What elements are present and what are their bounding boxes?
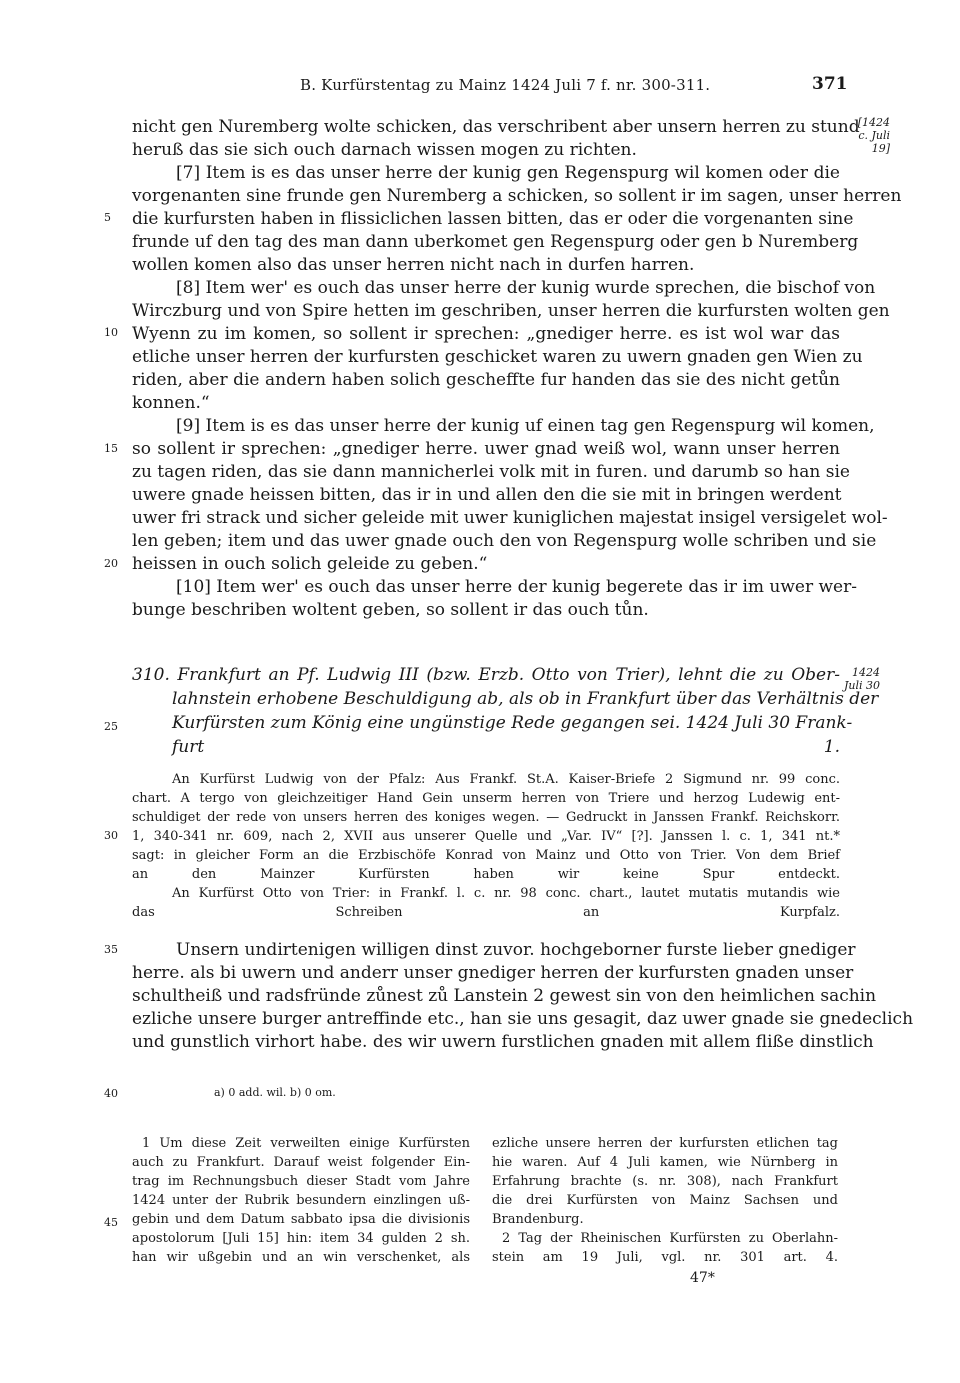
margin-date-line: Juli 30	[844, 679, 881, 692]
body-line: und gunstlich virhort habe. des wir uwern furstlichen gnaden mit allem fliße dinstlich	[132, 1032, 874, 1052]
line-number: 10	[104, 326, 118, 339]
critical-apparatus: a) 0 add. wil. b) 0 om.	[214, 1086, 336, 1099]
body-line: vorgenanten sine frunde gen Nuremberg a schicken, so sollent ir im sagen, unser herren	[132, 186, 902, 206]
source-note-line: An Kurfürst Ludwig von der Pfalz: Aus Frankf. St.A. Kaiser-Briefe 2 Sigmund nr. 99 conc.	[172, 772, 840, 787]
line-number: 40	[104, 1087, 118, 1100]
line-number: 25	[104, 720, 118, 733]
footnote-line: trag im Rechnungsbuch dieser Stadt vom Jahre	[132, 1174, 470, 1189]
footnote-line: han wir ußgebin und an win verschenket, als	[132, 1250, 470, 1265]
body-line: die kurfursten haben in flissiclichen lassen bitten, das er oder die vorgenanten sine	[132, 209, 854, 229]
footnote-line: apostolorum [Juli 15] hin: item 34 gulden 2 sh.	[132, 1231, 470, 1246]
footnote-line: gebin und dem Datum sabbato ipsa die divisionis	[132, 1212, 470, 1227]
body-line: len geben; item und das uwer gnade ouch den von Regenspurg wolle schriben und sie	[132, 531, 877, 551]
body-line: [8] Item wer' es ouch das unser herre der kunig wurde sprechen, die bischof von	[176, 278, 876, 298]
source-note-line: an den Mainzer Kurfürsten haben wir keine Spur entdeckt.	[132, 867, 840, 882]
source-note-line: sagt: in gleicher Form an die Erzbischöfe Konrad von Mainz und Otto von Trier. Von dem Brief	[132, 848, 840, 863]
footnote-line: 1 Um diese Zeit verweilten einige Kurfürsten	[142, 1136, 470, 1151]
footnote-line: die drei Kurfürsten von Mainz Sachsen und	[492, 1193, 838, 1208]
body-line: herre. als bi uwern und anderr unser gnediger herren der kurfursten gnaden unser	[132, 963, 854, 983]
body-line: zu tagen riden, das sie dann mannicherlei volk mit in furen. und darumb so han sie	[132, 462, 850, 482]
body-line: heissen in ouch solich geleide zu geben.“	[132, 554, 488, 574]
footnote-line: auch zu Frankfurt. Darauf weist folgender Ein-	[132, 1155, 470, 1170]
footnote-line: 2 Tag der Rheinischen Kurfürsten zu Oberlahn-	[502, 1231, 838, 1246]
body-line: Wirczburg und von Spire hetten im geschriben, unser herren die kurfursten wolten gen	[132, 301, 890, 321]
source-note-line: chart. A tergo von gleichzeitiger Hand Gein unserm herren von Triere und herzog Ludewig ent-	[132, 791, 840, 806]
body-line: [7] Item is es das unser herre der kunig gen Regenspurg wil komen oder die	[176, 163, 840, 183]
footnote-line: hie waren. Auf 4 Juli kamen, wie Nürnberg in	[492, 1155, 838, 1170]
footnote-line: ezliche unsere herren der kurfursten etlichen tag	[492, 1136, 838, 1151]
body-line: bunge beschriben woltent geben, so sollent ir das ouch tůn.	[132, 600, 649, 620]
line-number: 20	[104, 557, 118, 570]
body-line: schultheiß und radsfründe zůnest zů Lanstein 2 gewest sin von den heimlichen sachin	[132, 986, 877, 1006]
body-line: konnen.“	[132, 393, 210, 413]
body-line: so sollent ir sprechen: „gnediger herre. uwer gnad weiß wol, wann unser herren	[132, 439, 840, 459]
margin-date-line: 1424	[852, 666, 880, 679]
source-note-line: das Schreiben an Kurpfalz.	[132, 905, 840, 920]
footnote-line: Brandenburg.	[492, 1212, 584, 1227]
body-line: uwer fri strack und sicher geleide mit uwer kuniglichen majestat insigel versigelet wol-	[132, 508, 888, 528]
source-note-line: An Kurfürst Otto von Trier: in Frankf. l. c. nr. 98 conc. chart., lautet mutatis mutandis wie	[172, 886, 840, 901]
source-note-line: 1, 340-341 nr. 609, nach 2, XVII aus unserer Quelle und „Var. IV“ [?]. Janssen l. c. 1, 341 nt.*	[132, 829, 840, 844]
page-number: 371	[812, 74, 848, 94]
body-line: heruß das sie sich ouch darnach wissen mogen zu richten.	[132, 140, 637, 160]
doc-heading-line: lahnstein erhobene Beschuldigung ab, als ob in Frankfurt über das Verhältnis der	[172, 689, 879, 709]
body-line: uwere gnade heissen bitten, das ir in und allen den die sie mit in bringen werdent	[132, 485, 842, 505]
doc-heading-line: 310. Frankfurt an Pf. Ludwig III (bzw. Erzb. Otto von Trier), lehnt die zu Ober-	[132, 665, 840, 685]
body-line: wollen komen also das unser herren nicht nach in durfen harren.	[132, 255, 695, 275]
source-note-line: schuldiget der rede von unsers herren des koniges wegen. — Gedruckt in Janssen Frankf. Reichskorr.	[132, 810, 840, 825]
line-number: 30	[104, 829, 118, 842]
running-header: B. Kurfürstentag zu Mainz 1424 Juli 7 f. nr. 300-311.	[300, 76, 711, 94]
line-number: 35	[104, 943, 118, 956]
body-line: Unsern undirtenigen willigen dinst zuvor. hochgeborner furste lieber gnediger	[176, 940, 856, 960]
body-line: [9] Item is es das unser herre der kunig uf einen tag gen Regenspurg wil komen,	[176, 416, 875, 436]
margin-date-line: [1424	[857, 116, 890, 129]
printer-signature: 47*	[690, 1270, 715, 1286]
line-number: 15	[104, 442, 118, 455]
body-line: [10] Item wer' es ouch das unser herre der kunig begerete das ir im uwer wer-	[176, 577, 857, 597]
body-line: frunde uf den tag des man dann uberkomet gen Regenspurg oder gen b Nuremberg	[132, 232, 859, 252]
body-line: nicht gen Nuremberg wolte schicken, das verschribent aber unsern herren zu stund	[132, 117, 860, 137]
doc-heading-line: Kurfürsten zum König eine ungünstige Rede gegangen sei. 1424 Juli 30 Frank-	[172, 713, 853, 733]
body-line: etliche unser herren der kurfursten geschicket waren zu uwern gnaden gen Wien zu	[132, 347, 863, 367]
body-line: Wyenn zu im komen, so sollent ir sprechen: „gnediger herre. es ist wol war das	[132, 324, 840, 344]
footnote-line: 1424 unter der Rubrik besundern einzlingen uß-	[132, 1193, 470, 1208]
line-number: 5	[104, 211, 111, 224]
line-number: 45	[104, 1216, 118, 1229]
doc-heading-line: furt 1.	[172, 737, 840, 757]
margin-date-line: c. Juli	[858, 129, 890, 142]
margin-date-line: 19]	[871, 142, 890, 155]
body-line: riden, aber die andern haben solich gescheffte fur handen das sie des nicht getůn	[132, 370, 840, 390]
footnote-line: Erfahrung brachte (s. nr. 308), nach Frankfurt	[492, 1174, 838, 1189]
body-line: ezliche unsere burger antreffinde etc., han sie uns gesagit, daz uwer gnade sie gnedeclich	[132, 1009, 914, 1029]
footnote-line: stein am 19 Juli, vgl. nr. 301 art. 4.	[492, 1250, 838, 1265]
